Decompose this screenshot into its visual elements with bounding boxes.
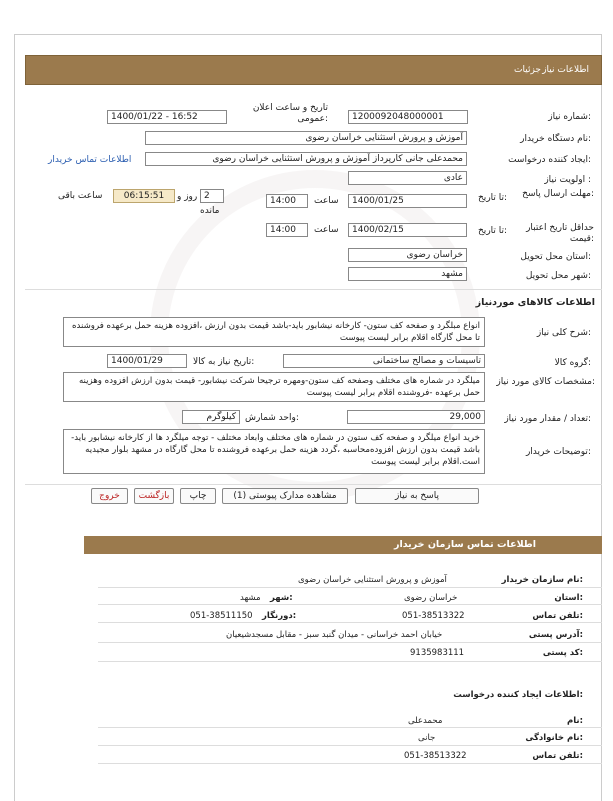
reply-button[interactable]: پاسخ به نیاز	[355, 488, 479, 504]
need-date-field: 1400/01/29	[107, 354, 187, 368]
province-c-label: استان:	[554, 593, 583, 603]
remaining-hours-label: ساعت باقی	[58, 191, 103, 201]
goods-section-title: اطلاعات کالاهای موردنیاز	[475, 297, 595, 308]
deadline-time-label: ساعت	[314, 196, 339, 206]
unit-label: واحد شمارش:	[245, 413, 299, 423]
exit-button[interactable]: خروج	[91, 488, 128, 504]
city-label: شهر محل تحویل:	[525, 271, 591, 281]
days-remaining-field: 2	[200, 189, 224, 203]
unit-field: کیلوگرم	[182, 410, 240, 424]
divider	[25, 484, 602, 485]
notes-field: خرید انواع میلگرد و صفحه کف ستون در شماره های مختلف وابعاد مختلف - توجه میلگرد ها از کارخانه نیشابور باید-باشد قیمت بدون ارزش افزوده‌محاسبه ،گردد هزینه حمل برعهده فروشنده تا محل گارگاه در مشهد بلوار مجیدیه است.اقلام برابر لیست پیوست	[63, 429, 485, 474]
summary-label: شرح کلی نیاز:	[536, 328, 591, 338]
validity-date-field: 1400/02/15	[348, 223, 467, 237]
divider	[98, 622, 602, 623]
group-field: تاسیسات و مصالح ساختمانی	[283, 354, 485, 368]
province-field: خراسان رضوی	[348, 248, 467, 262]
notes-label: توضیحات خریدار:	[525, 447, 591, 457]
announce-label: تاریخ و ساعت اعلان عمومی:	[252, 103, 328, 124]
cphone-c-value: 051-38513322	[404, 751, 467, 761]
validity-time-label: ساعت	[314, 225, 339, 235]
tab-need-info[interactable]: اطلاعات نیاز	[542, 65, 589, 75]
province-c-value: خراسان رضوی	[404, 593, 458, 603]
org-label: نام سازمان خریدار:	[501, 575, 583, 585]
buyer-field: آموزش و پرورش استثنایی خراسان رضوی	[145, 131, 467, 145]
name-c-value: محمدعلی	[408, 716, 443, 726]
divider	[98, 604, 602, 605]
org-value: آموزش و پرورش استثنایی خراسان رضوی	[298, 575, 447, 585]
attachments-button[interactable]: مشاهده مدارک پیوستی (1)	[222, 488, 348, 504]
deadline-label: مهلت ارسال پاسخ:	[522, 189, 594, 199]
tab-details[interactable]: جزئیات	[514, 65, 541, 75]
fax-c-value: 051-38511150	[190, 611, 253, 621]
days-label: روز و	[177, 192, 198, 202]
divider	[98, 727, 602, 728]
deadline-to-date-label: تا تاریخ:	[478, 193, 508, 203]
priority-field: عادی	[348, 171, 467, 185]
divider	[98, 587, 602, 588]
back-button[interactable]: بازگشت	[134, 488, 174, 504]
qty-label: تعداد / مقدار مورد نیاز:	[504, 414, 591, 424]
divider	[25, 289, 602, 290]
buyer-contact-link[interactable]: اطلاعات تماس خریدار	[48, 155, 132, 165]
creator-info-title: اطلاعات ایجاد کننده درخواست:	[453, 690, 583, 700]
fax-c-label: دورنگار:	[262, 611, 297, 621]
contact-bar-title: اطلاعات تماس سازمان خریدار	[393, 539, 536, 550]
divider	[98, 642, 602, 643]
contact-bar	[84, 536, 602, 554]
address-c-value: خیابان احمد خراسانی - میدان گنبد سبز - مقابل مسجدشیعیان	[226, 630, 443, 640]
postal-c-value: 9135983111	[410, 648, 465, 658]
header-bar	[25, 55, 602, 85]
validity-to-date-label: تا تاریخ:	[478, 226, 508, 236]
need-number-field: 1200092048000001	[348, 110, 468, 124]
postal-c-label: کد پستی:	[542, 648, 583, 658]
cphone-c-label: تلفن تماس:	[532, 751, 583, 761]
creator-field: محمدعلی جانی کارپرداز آموزش و پرورش استثنایی خراسان رضوی	[145, 152, 467, 166]
phone-c-value: 051-38513322	[402, 611, 465, 621]
need-number-label: شماره نیاز:	[548, 112, 591, 122]
print-button[interactable]: چاپ	[180, 488, 216, 504]
validity-time-field: 14:00	[266, 223, 308, 237]
buyer-label: نام دستگاه خریدار:	[520, 134, 591, 144]
family-c-label: نام خانوادگی:	[525, 733, 583, 743]
qty-field: 29,000	[347, 410, 485, 424]
address-c-label: آدرس پستی:	[528, 630, 583, 640]
city-c-value: مشهد	[240, 593, 261, 603]
phone-c-label: تلفن تماس:	[532, 611, 583, 621]
priority-label: اولویت نیاز :	[544, 175, 591, 185]
city-field: مشهد	[348, 267, 467, 281]
city-c-label: شهر:	[270, 593, 293, 603]
divider	[98, 661, 602, 662]
divider	[98, 763, 602, 764]
name-c-label: نام:	[566, 716, 583, 726]
announce-field: 1400/01/22 - 16:52	[107, 110, 227, 124]
family-c-value: جانی	[418, 733, 436, 743]
specs-label: مشخصات کالای مورد نیاز:	[496, 377, 595, 387]
validity-label: حداقل تاریخ اعتبار قیمت:	[526, 223, 594, 244]
need-date-label: تاریخ نیاز به کالا:	[193, 357, 255, 367]
deadline-time-field: 14:00	[266, 194, 308, 208]
summary-field: انواع مبلگرد و صفحه کف ستون- کارخانه نیشابور باید-باشد قیمت بدون ارزش ،افزوده هزینه حمل برعهده فروشنده تا محل گارگاه اقلام برابر لیست پیوست	[63, 317, 485, 347]
deadline-date-field: 1400/01/25	[348, 194, 467, 208]
province-label: استان محل تحویل:	[520, 252, 591, 262]
divider	[98, 745, 602, 746]
group-label: گروه کالا:	[554, 358, 591, 368]
remaining-time-badge: 06:15:51	[113, 189, 175, 203]
specs-field: میلگرد در شماره های مختلف وصفحه کف ستون-ومهره ترجیحا شرکت نیشابور- قیمت بدون ارزش افزوده وهزینه حمل برعهده -فروشنده اقلام برابر لیست پیوست	[63, 372, 485, 402]
creator-label: ایجاد کننده درخواست:	[508, 155, 591, 165]
remaining-label-tail: مانده	[200, 206, 220, 216]
